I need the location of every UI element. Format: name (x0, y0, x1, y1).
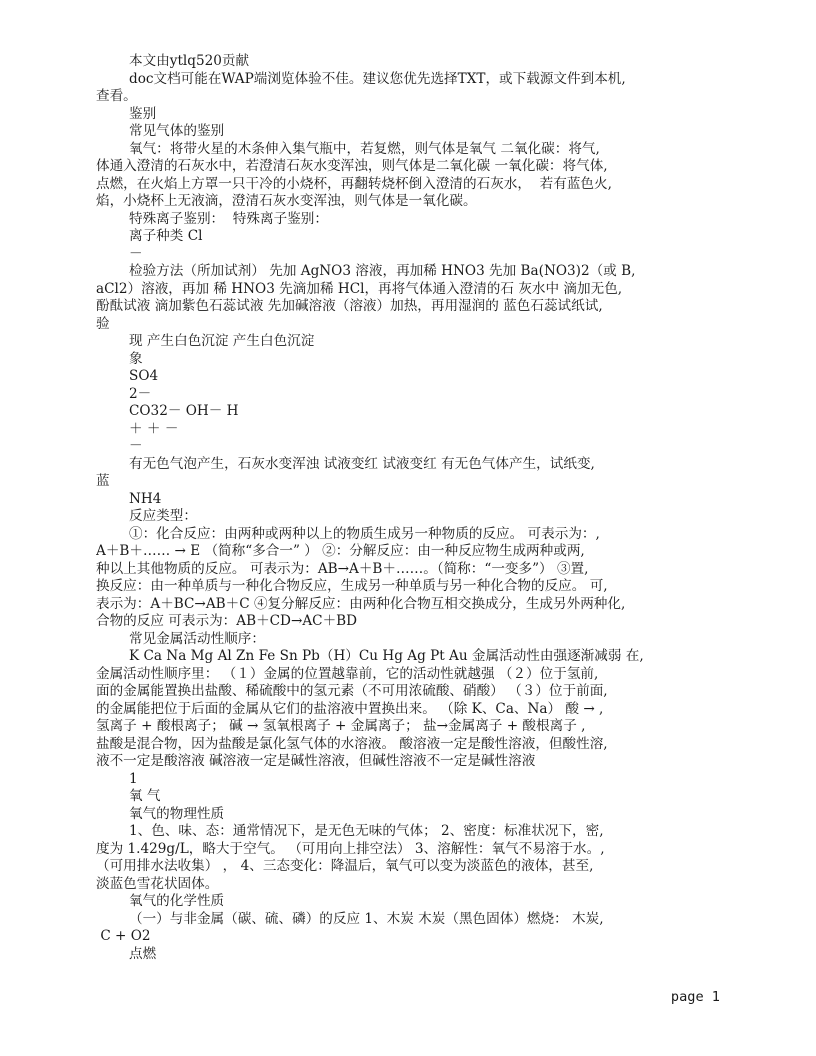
text-line: 有无色气泡产生，石灰水变浑浊 试液变红 试液变红 有无色气体产生，试纸变, (129, 455, 595, 472)
text-line: 点燃，在火焰上方罩一只干冷的小烧杯，再翻转烧杯倒入澄清的石灰水， 若有蓝色火, (96, 175, 612, 192)
text-line: 氢离子 + 酸根离子； 碱 → 氢氧根离子 + 金属离子； 盐→金属离子 + 酸根离子 , (96, 718, 586, 734)
text-line: （可用排水法收集） ， 4、三态变化：降温后，氧气可以变为淡蓝色的液体，甚至, (96, 858, 594, 874)
text-line: 特殊离子鉴别： 特殊离子鉴别： (129, 210, 328, 227)
text-line: C + O2 (96, 928, 151, 944)
text-line: （一）与非金属（碳、硫、磷）的反应 1、木炭 木炭（黑色固体）燃烧： 木炭, (129, 910, 604, 927)
text-line: 氧气的化学性质 (129, 893, 225, 909)
text-line: ＋ ＋ － (129, 420, 179, 437)
text-line: 体通入澄清的石灰水中，若澄清石灰水变浑浊，则气体是二氧化碳 一氧化碳：将气体, (96, 158, 608, 174)
text-line: 氧气：将带火星的木条伸入集气瓶中，若复燃，则气体是氧气 二氧化碳：将气, (129, 140, 600, 157)
text-line: 表示为：A＋BC→AB＋C ④复分解反应：由两种化合物互相交换成分，生成另外两种化, (96, 595, 626, 612)
text-line: 点燃 (129, 945, 157, 962)
text-line: 1 (129, 770, 138, 787)
text-line: CO32－ OH－ H (129, 403, 239, 419)
text-line: 金属活动性顺序里： （１）金属的位置越靠前，它的活动性就越强 （２）位于氢前, (96, 665, 599, 682)
text-line: 鉴别 (129, 105, 157, 122)
text-line: － (129, 245, 143, 262)
text-line: 酚酞试液 滴加紫色石蕊试液 先加碱溶液（溶液）加热，再用湿润的 蓝色石蕊试纸试, (96, 298, 603, 314)
text-line: 氧气的物理性质 (129, 805, 225, 822)
text-line: 反应类型： (129, 508, 197, 524)
text-line: 的金属能把位于后面的金属从它们的盐溶液中置换出来。 （除 K、Ca、Na） 酸 → , (96, 700, 604, 717)
text-line: 2－ (129, 385, 152, 402)
text-line: 盐酸是混合物，因为盐酸是氯化氢气体的水溶液。 酸溶液一定是酸性溶液，但酸性溶, (96, 735, 608, 752)
text-line: 面的金属能置换出盐酸、稀硫酸中的氢元素（不可用浓硫酸、硝酸） （３）位于前面, (96, 683, 608, 699)
text-line: 验 (96, 315, 110, 332)
text-line: NH4 (129, 490, 162, 507)
text-line: 常见金属活动性顺序： (129, 630, 265, 647)
text-line: 换反应：由一种单质与一种化合物反应，生成另一种单质与另一种化合物的反应。 可, (96, 578, 608, 594)
text-line: 离子种类 Cl (129, 228, 203, 244)
text-line: － (129, 438, 143, 454)
text-line: 蓝 (96, 473, 110, 489)
text-line: K Ca Na Mg Al Zn Fe Sn Pb（H）Cu Hg Ag Pt Au 金属活动性由强逐渐减弱 在, (129, 648, 644, 664)
text-line: ①：化合反应：由两种或两种以上的物质生成另一种物质的反应。 可表示为：, (129, 525, 600, 542)
document-body (96, 53, 700, 963)
text-line: 查看。 (96, 88, 137, 104)
text-line: A＋B＋…… → E （简称“多合一” ） ②：分解反应：由一种反应物生成两种或两, (96, 543, 585, 559)
text-line: 种以上其他物质的反应。 可表示为：AB→A＋B＋……。（简称：“一变多”） ③置, (96, 560, 589, 577)
text-line: SO4 (129, 368, 159, 384)
text-line: 度为 1.429g/L，略大于空气。 （可用向上排空法） 3、溶解性：氧气不易溶于水。, (96, 840, 605, 857)
text-line: 检验方法（所加试剂） 先加 AgNO3 溶液，再加稀 HNO3 先加 Ba(NO3)2（或 B, (129, 263, 636, 279)
text-line: aCl2）溶液，再加 稀 HNO3 先滴加稀 HCl，再将气体通入澄清的石 灰水中 滴加无色, (96, 280, 623, 297)
text-line: 焰，小烧杯上无液滴，澄清石灰水变浑浊，则气体是一氧化碳。 (96, 193, 477, 209)
page-number: page 1 (670, 989, 720, 1005)
text-line: doc文档可能在WAP端浏览体验不佳。建议您优先选择TXT，或下载源文件到本机, (129, 70, 626, 87)
text-line: 象 (129, 350, 143, 367)
text-line: 合物的反应 可表示为：AB＋CD→AC＋BD (96, 613, 358, 629)
text-line: 液不一定是酸溶液 碱溶液一定是碱性溶液，但碱性溶液不一定是碱性溶液 (96, 753, 536, 769)
text-line: 淡蓝色雪花状固体。 (96, 875, 219, 892)
text-line: 现 产生白色沉淀 产生白色沉淀 (129, 333, 315, 349)
text-line: 常见气体的鉴别 (129, 123, 225, 139)
text-line: 氧 气 (129, 788, 161, 804)
text-line: 1、色、味、态：通常情况下，是无色无味的气体； 2、密度：标准状况下，密, (129, 823, 604, 839)
text-line: 本文由ytlq520贡献 (129, 53, 250, 69)
